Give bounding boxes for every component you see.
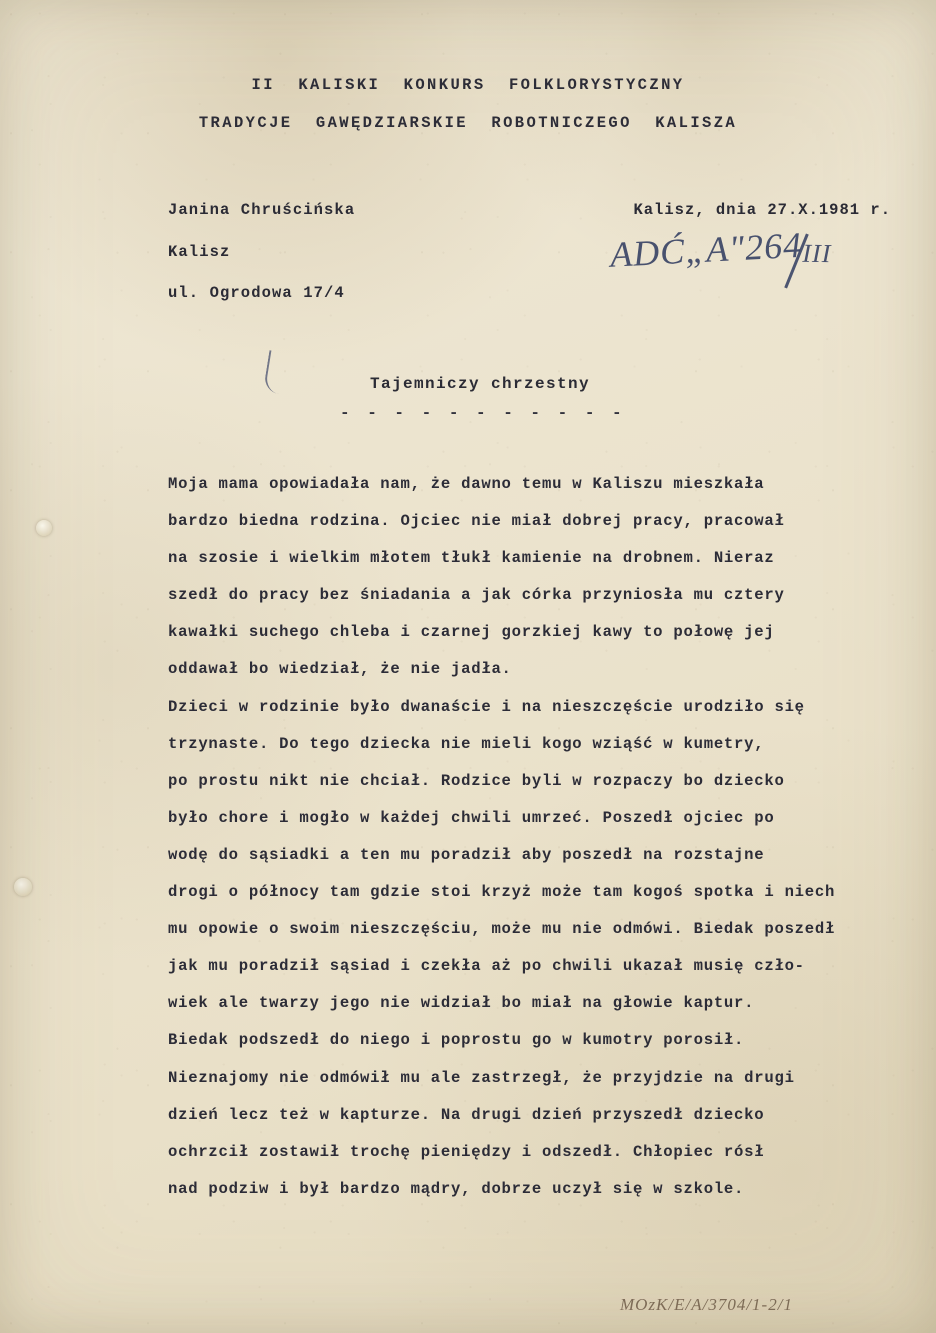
body-line: oddawał bo wiedział, że nie jadła. [168, 660, 512, 679]
body-line: było chore i mogło w każdej chwili umrzeć. Poszedł ojciec po [168, 808, 775, 827]
place-and-date-line: Kalisz, dnia 27.X.1981 r. [633, 201, 891, 219]
paper-hole-punch-bottom [14, 878, 32, 896]
body-line: szedł do pracy bez śniadania a jak córka przyniosła mu cztery [168, 586, 785, 605]
body-line: nad podziw i był bardzo mądry, dobrze uczył się w szkole. [168, 1179, 745, 1198]
author-city: Kalisz [168, 243, 231, 261]
competition-header-line-1: II KALISKI KONKURS FOLKLORYSTYCZNY [251, 76, 685, 94]
competition-header-line-2: TRADYCJE GAWĘDZIARSKIE ROBOTNICZEGO KALISZA [198, 114, 738, 132]
story-body [168, 466, 878, 1208]
archival-reference-number: MOzK/E/A/3704/1-2/1 [620, 1295, 793, 1314]
paper-hole-punch-top [36, 520, 52, 536]
pen-stroke-mark [263, 350, 297, 396]
body-line: drogi o północy tam gdzie stoi krzyż może tam kogoś spotka i niech [168, 883, 836, 902]
body-line: na szosie i wielkim młotem tłukł kamienie na drobnem. Nieraz [168, 549, 775, 568]
body-line: wiek ale twarzy jego nie widział bo miał na głowie kaptur. [168, 994, 755, 1013]
story-title-underline: - - - - - - - - - - - [340, 404, 626, 422]
body-line: bardzo biedna rodzina. Ojciec nie miał dobrej pracy, pracował [168, 512, 785, 531]
body-line: dzień lecz też w kapturze. Na drugi dzień przyszedł dziecko [168, 1105, 765, 1124]
handwritten-archival-mark-text: ADĆ„A"264 [609, 224, 804, 275]
handwritten-archival-mark-fraction: III [802, 238, 832, 269]
body-line: wodę do sąsiadki a ten mu poradził aby poszedł na rozstajne [168, 845, 765, 864]
body-line: ochrzcił zostawił trochę pieniędzy i odszedł. Chłopiec rósł [168, 1142, 765, 1161]
body-line: mu opowie o swoim nieszczęściu, może mu nie odmówi. Biedak poszedł [168, 920, 836, 939]
body-line: trzynaste. Do tego dziecka nie mieli kogo wziąść w kumetry, [168, 734, 765, 753]
body-line: Biedak podszedł do niego i poprostu go w kumotry porosił. [168, 1031, 745, 1050]
body-line: po prostu nikt nie chciał. Rodzice byli w rozpaczy bo dziecko [168, 771, 785, 790]
body-line: Nieznajomy nie odmówił mu ale zastrzegł, że przyjdzie na drugi [168, 1068, 795, 1087]
body-line: Moja mama opowiadała nam, że dawno temu w Kaliszu mieszkała [168, 475, 765, 493]
author-street-address: ul. Ogrodowa 17/4 [168, 284, 345, 302]
body-line: jak mu poradził sąsiad i czekła aż po chwili ukazał musię czło- [168, 957, 805, 976]
body-line: Dzieci w rodzinie było dwanaście i na nieszczęście urodziło się [168, 697, 805, 716]
story-title: Tajemniczy chrzestny [370, 375, 591, 393]
author-name: Janina Chruścińska [168, 201, 356, 219]
body-line: kawałki suchego chleba i czarnej gorzkiej kawy to połowę jej [168, 623, 775, 642]
